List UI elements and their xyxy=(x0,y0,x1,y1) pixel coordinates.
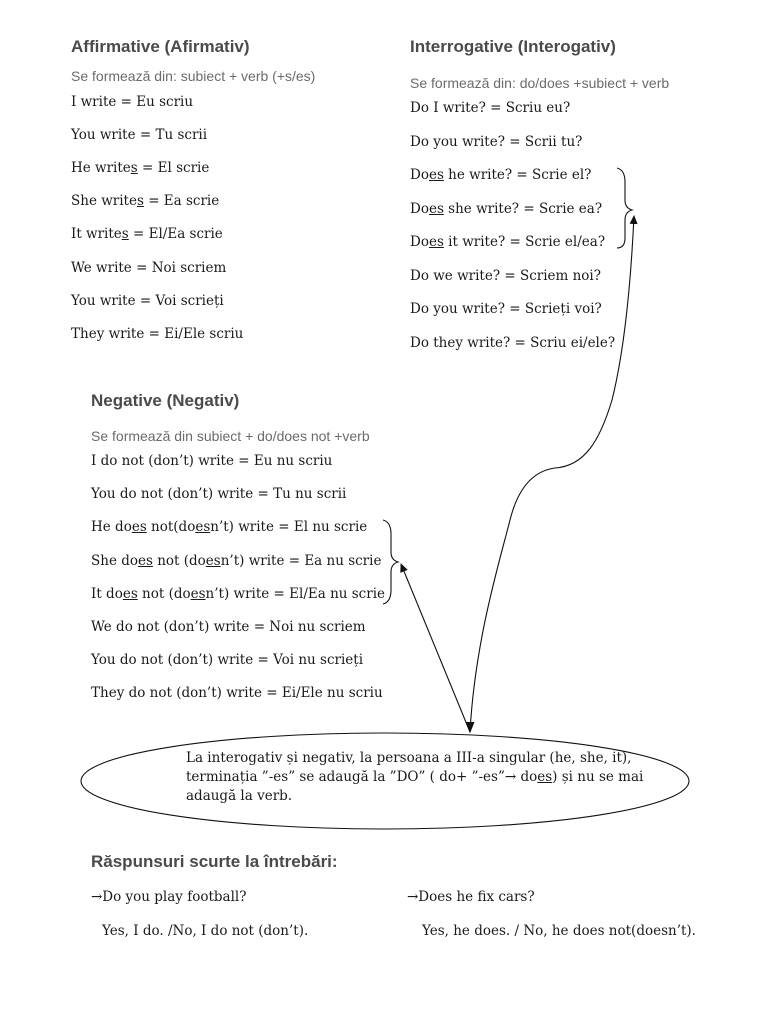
line-text: It do xyxy=(91,585,123,602)
line-text: not(do xyxy=(146,519,196,536)
line-text: Do I write? = Scriu eu? xyxy=(410,100,571,116)
line-text: Do they write? = Scriu ei/ele? xyxy=(410,334,616,351)
line-text: Do we write? = Scriem noi? xyxy=(410,267,601,284)
line-text: Do xyxy=(410,200,429,217)
line-text: he write? = Scrie el? xyxy=(443,167,592,183)
short-question-1: →Do you play football? xyxy=(91,889,247,905)
short-question-2: →Does he fix cars? xyxy=(407,889,535,905)
line-text: She do xyxy=(91,552,138,569)
line-text: n’t) write = El/Ea nu scrie xyxy=(205,585,385,602)
line-text: n’t) write = El nu scrie xyxy=(210,519,368,536)
line-text: I write = Eu scriu xyxy=(71,94,194,110)
line-text: We do not (don’t) write = Noi nu scriem xyxy=(91,619,366,635)
interrogative-formula: Se formează din: do/does +subiect + verb xyxy=(410,75,670,91)
underlined-ending: es xyxy=(428,167,444,183)
line-text: They write = Ei/Ele scriu xyxy=(71,325,244,342)
line-text: not (do xyxy=(137,585,191,602)
arrow-to-negative xyxy=(401,564,470,732)
underlined-ending: es xyxy=(428,234,444,250)
short-answer-1: Yes, I do. /No, I do not (don’t). xyxy=(102,923,309,939)
underlined-ending: es xyxy=(138,552,153,569)
underlined-ending: es xyxy=(195,519,211,536)
affirmative-title: Affirmative (Afirmativ) xyxy=(71,37,250,56)
short-answers-title: Răspunsuri scurte la întrebări: xyxy=(91,852,338,871)
line-text: You do not (don’t) write = Voi nu scrieți xyxy=(91,652,364,669)
note-line-1: La interogativ și negativ, la persoana a III-a singular (he, she, it), xyxy=(186,750,632,766)
line-text: Do xyxy=(410,167,429,183)
note-line-2: terminația ”-es” se adaugă la ”DO” ( do+ ”-es”→ does) și nu se mai xyxy=(186,769,644,785)
line-text: She write xyxy=(71,193,137,210)
line-text: Do you write? = Scrii tu? xyxy=(410,133,583,150)
note-text xyxy=(186,749,646,806)
line-text: You write = Tu scrii xyxy=(71,127,208,144)
line-text: n’t) write = Ea nu scrie xyxy=(220,552,382,569)
underlined-ending: es xyxy=(122,585,138,602)
line-text: = El/Ea scrie xyxy=(128,226,223,243)
underlined-ending: es xyxy=(428,200,444,217)
line-text: He do xyxy=(91,519,132,536)
arrow-glyph-icon: → xyxy=(504,769,517,785)
line-text: I do not (don’t) write = Eu nu scriu xyxy=(91,453,333,469)
note-line-3: adaugă la verb. xyxy=(186,788,293,804)
underlined-ending: s xyxy=(136,193,144,210)
line-text: He write xyxy=(71,160,131,177)
line-text: she write? = Scrie ea? xyxy=(443,200,603,217)
line-text: They do not (don’t) write = Ei/Ele nu scriu xyxy=(91,685,383,702)
line-text: not (do xyxy=(152,552,206,569)
line-text: We write = Noi scriem xyxy=(71,259,227,276)
affirmative-formula: Se formează din: subiect + verb (+s/es) xyxy=(71,68,316,84)
underlined-ending: es xyxy=(131,519,147,536)
underlined-ending: s xyxy=(121,226,129,243)
line-text: Do xyxy=(410,234,429,250)
line-text: it write? = Scrie el/ea? xyxy=(443,234,606,250)
line-text: = El scrie xyxy=(137,160,210,177)
negative-title: Negative (Negativ) xyxy=(91,391,240,410)
short-answer-2: Yes, he does. / No, he does not(doesn’t). xyxy=(422,923,696,939)
line-text: You do not (don’t) write = Tu nu scrii xyxy=(91,486,347,503)
line-text: Do you write? = Scrieți voi? xyxy=(410,301,602,317)
line-text: You write = Voi scrieți xyxy=(71,292,224,309)
underlined-ending: es xyxy=(205,552,221,569)
negative-brace xyxy=(383,520,398,604)
underlined-ending: s xyxy=(130,160,138,177)
line-text: = Ea scrie xyxy=(143,193,220,210)
arrow-to-interrogative xyxy=(470,216,634,732)
underlined-ending: es xyxy=(190,585,206,602)
negative-formula: Se formează din subiect + do/does not +verb xyxy=(91,428,370,444)
line-text: It write xyxy=(71,226,122,243)
interrogative-title: Interrogative (Interogativ) xyxy=(410,37,616,56)
interrogative-brace xyxy=(617,168,632,248)
